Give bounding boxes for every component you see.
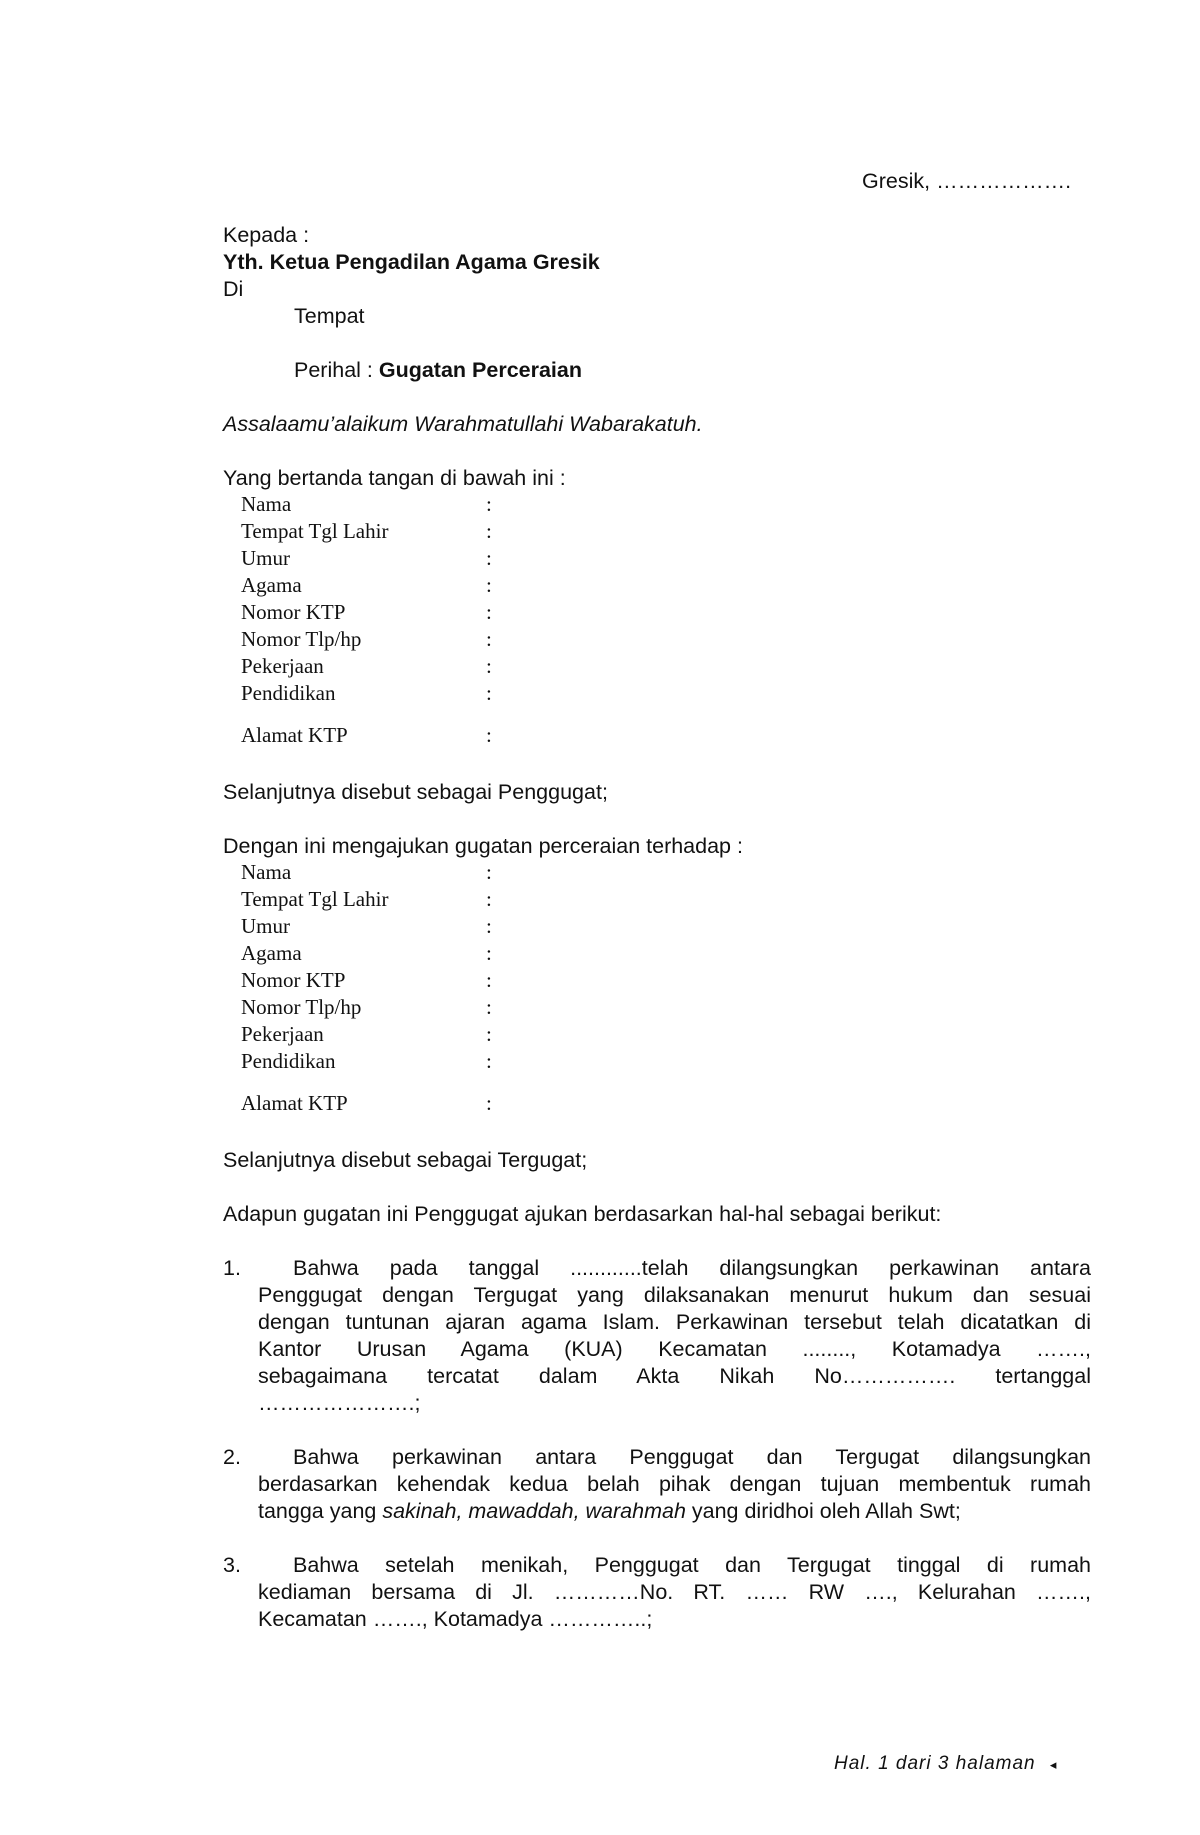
tergugat-field-row [241,1048,541,1075]
item-line-text: Bahwa perkawinan antara Penggugat dan Tergugat dilangsungkan [293,1445,1091,1469]
field-colon: : [486,995,492,1019]
grounds-intro: Adapun gugatan ini Penggugat ajukan berdasarkan hal-hal sebagai berikut: [223,1202,942,1226]
item-line-text: yang diridhoi oleh Allah Swt; [685,1499,961,1523]
penggugat-field-row [241,545,541,572]
field-label: Tempat Tgl Lahir [241,887,389,911]
item-line: kediaman bersama di Jl. …………No. RT. …… RW …., Kelurahan ……., [258,1580,1091,1604]
subject-line [294,357,582,384]
subject-value: Gugatan Perceraian [378,358,582,382]
item-number: 1. [223,1256,241,1280]
tergugat-alamat-row [241,1090,541,1117]
recipient-name: Yth. Ketua Pengadilan Agama Gresik [223,250,600,274]
penggugat-field-row [241,572,541,599]
item-line: Kecamatan ……., Kotamadya …………..; [258,1607,653,1631]
field-colon: : [486,860,492,884]
field-label: Agama [241,573,302,597]
item-line [258,1552,1091,1579]
item-line-text: tangga yang [258,1499,383,1523]
penggugat-field-row [241,653,541,680]
item-number: 2. [223,1445,241,1469]
field-label: Nomor KTP [241,968,346,992]
field-colon: : [486,681,492,705]
item-line: ………………….; [258,1391,421,1415]
tergugat-field-row [241,994,541,1021]
field-label: Nomor Tlp/hp [241,627,362,651]
field-colon: : [486,1091,492,1115]
field-label: Pekerjaan [241,654,324,678]
field-colon: : [486,546,492,570]
field-label: Alamat KTP [241,723,348,747]
penggugat-field-row [241,680,541,707]
field-colon: : [486,1049,492,1073]
tergugat-field-row [241,913,541,940]
tergugat-field-row [241,886,541,913]
field-label: Umur [241,914,290,938]
field-colon: : [486,519,492,543]
item-body [258,1255,1091,1417]
field-label: Pendidikan [241,1049,336,1073]
item-line: dengan tuntunan ajaran agama Islam. Perkawinan tersebut telah dicatatkan di [258,1310,1091,1334]
field-colon: : [486,573,492,597]
field-label: Nomor KTP [241,600,346,624]
item-line-text: Bahwa pada tanggal ............telah dilangsungkan perkawinan antara [293,1256,1091,1280]
item-line [258,1498,1091,1525]
field-label: Agama [241,941,302,965]
ground-item-1 [223,1255,1091,1417]
field-colon: : [486,654,492,678]
field-colon: : [486,1022,492,1046]
item-body [258,1444,1091,1525]
field-colon: : [486,941,492,965]
field-label: Nomor Tlp/hp [241,995,362,1019]
page-footer [834,1752,1057,1777]
greeting: Assalaamu’alaikum Warahmatullahi Wabarakatuh. [223,412,703,436]
tergugat-field-row [241,1021,541,1048]
penggugat-alamat-row [241,722,541,749]
field-label: Umur [241,546,290,570]
field-colon: : [486,914,492,938]
field-label: Tempat Tgl Lahir [241,519,389,543]
field-label: Nama [241,860,292,884]
footer-mark-icon: ◂ [1049,1757,1058,1772]
field-colon: : [486,723,492,747]
ground-item-3 [223,1552,1091,1633]
tergugat-field-row [241,859,541,886]
recipient-place: Tempat [294,304,365,328]
penggugat-field-row [241,599,541,626]
item-line: berdasarkan kehendak kedua belah pihak dengan tujuan membentuk rumah [258,1472,1091,1496]
penggugat-intro: Yang bertanda tangan di bawah ini : [223,466,566,490]
date-line: Gresik, ………………. [862,169,1072,193]
field-colon: : [486,492,492,516]
subject-label: Perihal : [294,358,373,382]
item-line: Kantor Urusan Agama (KUA) Kecamatan ........, Kotamadya ……., [258,1337,1091,1361]
field-colon: : [486,600,492,624]
tergugat-field-row [241,967,541,994]
item-line-emphasis: sakinah, mawaddah, warahmah [382,1499,686,1523]
item-line [258,1444,1091,1471]
field-colon: : [486,887,492,911]
tergugat-field-row [241,940,541,967]
item-line: Penggugat dengan Tergugat yang dilaksanakan menurut hukum dan sesuai [258,1283,1091,1307]
tergugat-intro: Dengan ini mengajukan gugatan perceraian terhadap : [223,834,743,858]
field-label: Pendidikan [241,681,336,705]
field-colon: : [486,968,492,992]
recipient-kepada: Kepada : [223,223,310,247]
penggugat-closing: Selanjutnya disebut sebagai Penggugat; [223,780,608,804]
field-label: Nama [241,492,292,516]
penggugat-field-row [241,518,541,545]
field-label: Pekerjaan [241,1022,324,1046]
item-line: sebagaimana tercatat dalam Akta Nikah No……………. tertanggal [258,1364,1091,1388]
item-line [258,1255,1091,1282]
field-colon: : [486,627,492,651]
recipient-di: Di [223,277,244,301]
ground-item-2 [223,1444,1091,1525]
penggugat-field-row [241,491,541,518]
item-body [258,1552,1091,1633]
item-number: 3. [223,1553,241,1577]
item-line-text: Bahwa setelah menikah, Penggugat dan Tergugat tinggal di rumah [293,1553,1091,1577]
field-label: Alamat KTP [241,1091,348,1115]
page-number: Hal. 1 dari 3 halaman [834,1753,1036,1774]
tergugat-closing: Selanjutnya disebut sebagai Tergugat; [223,1148,588,1172]
penggugat-field-row [241,626,541,653]
